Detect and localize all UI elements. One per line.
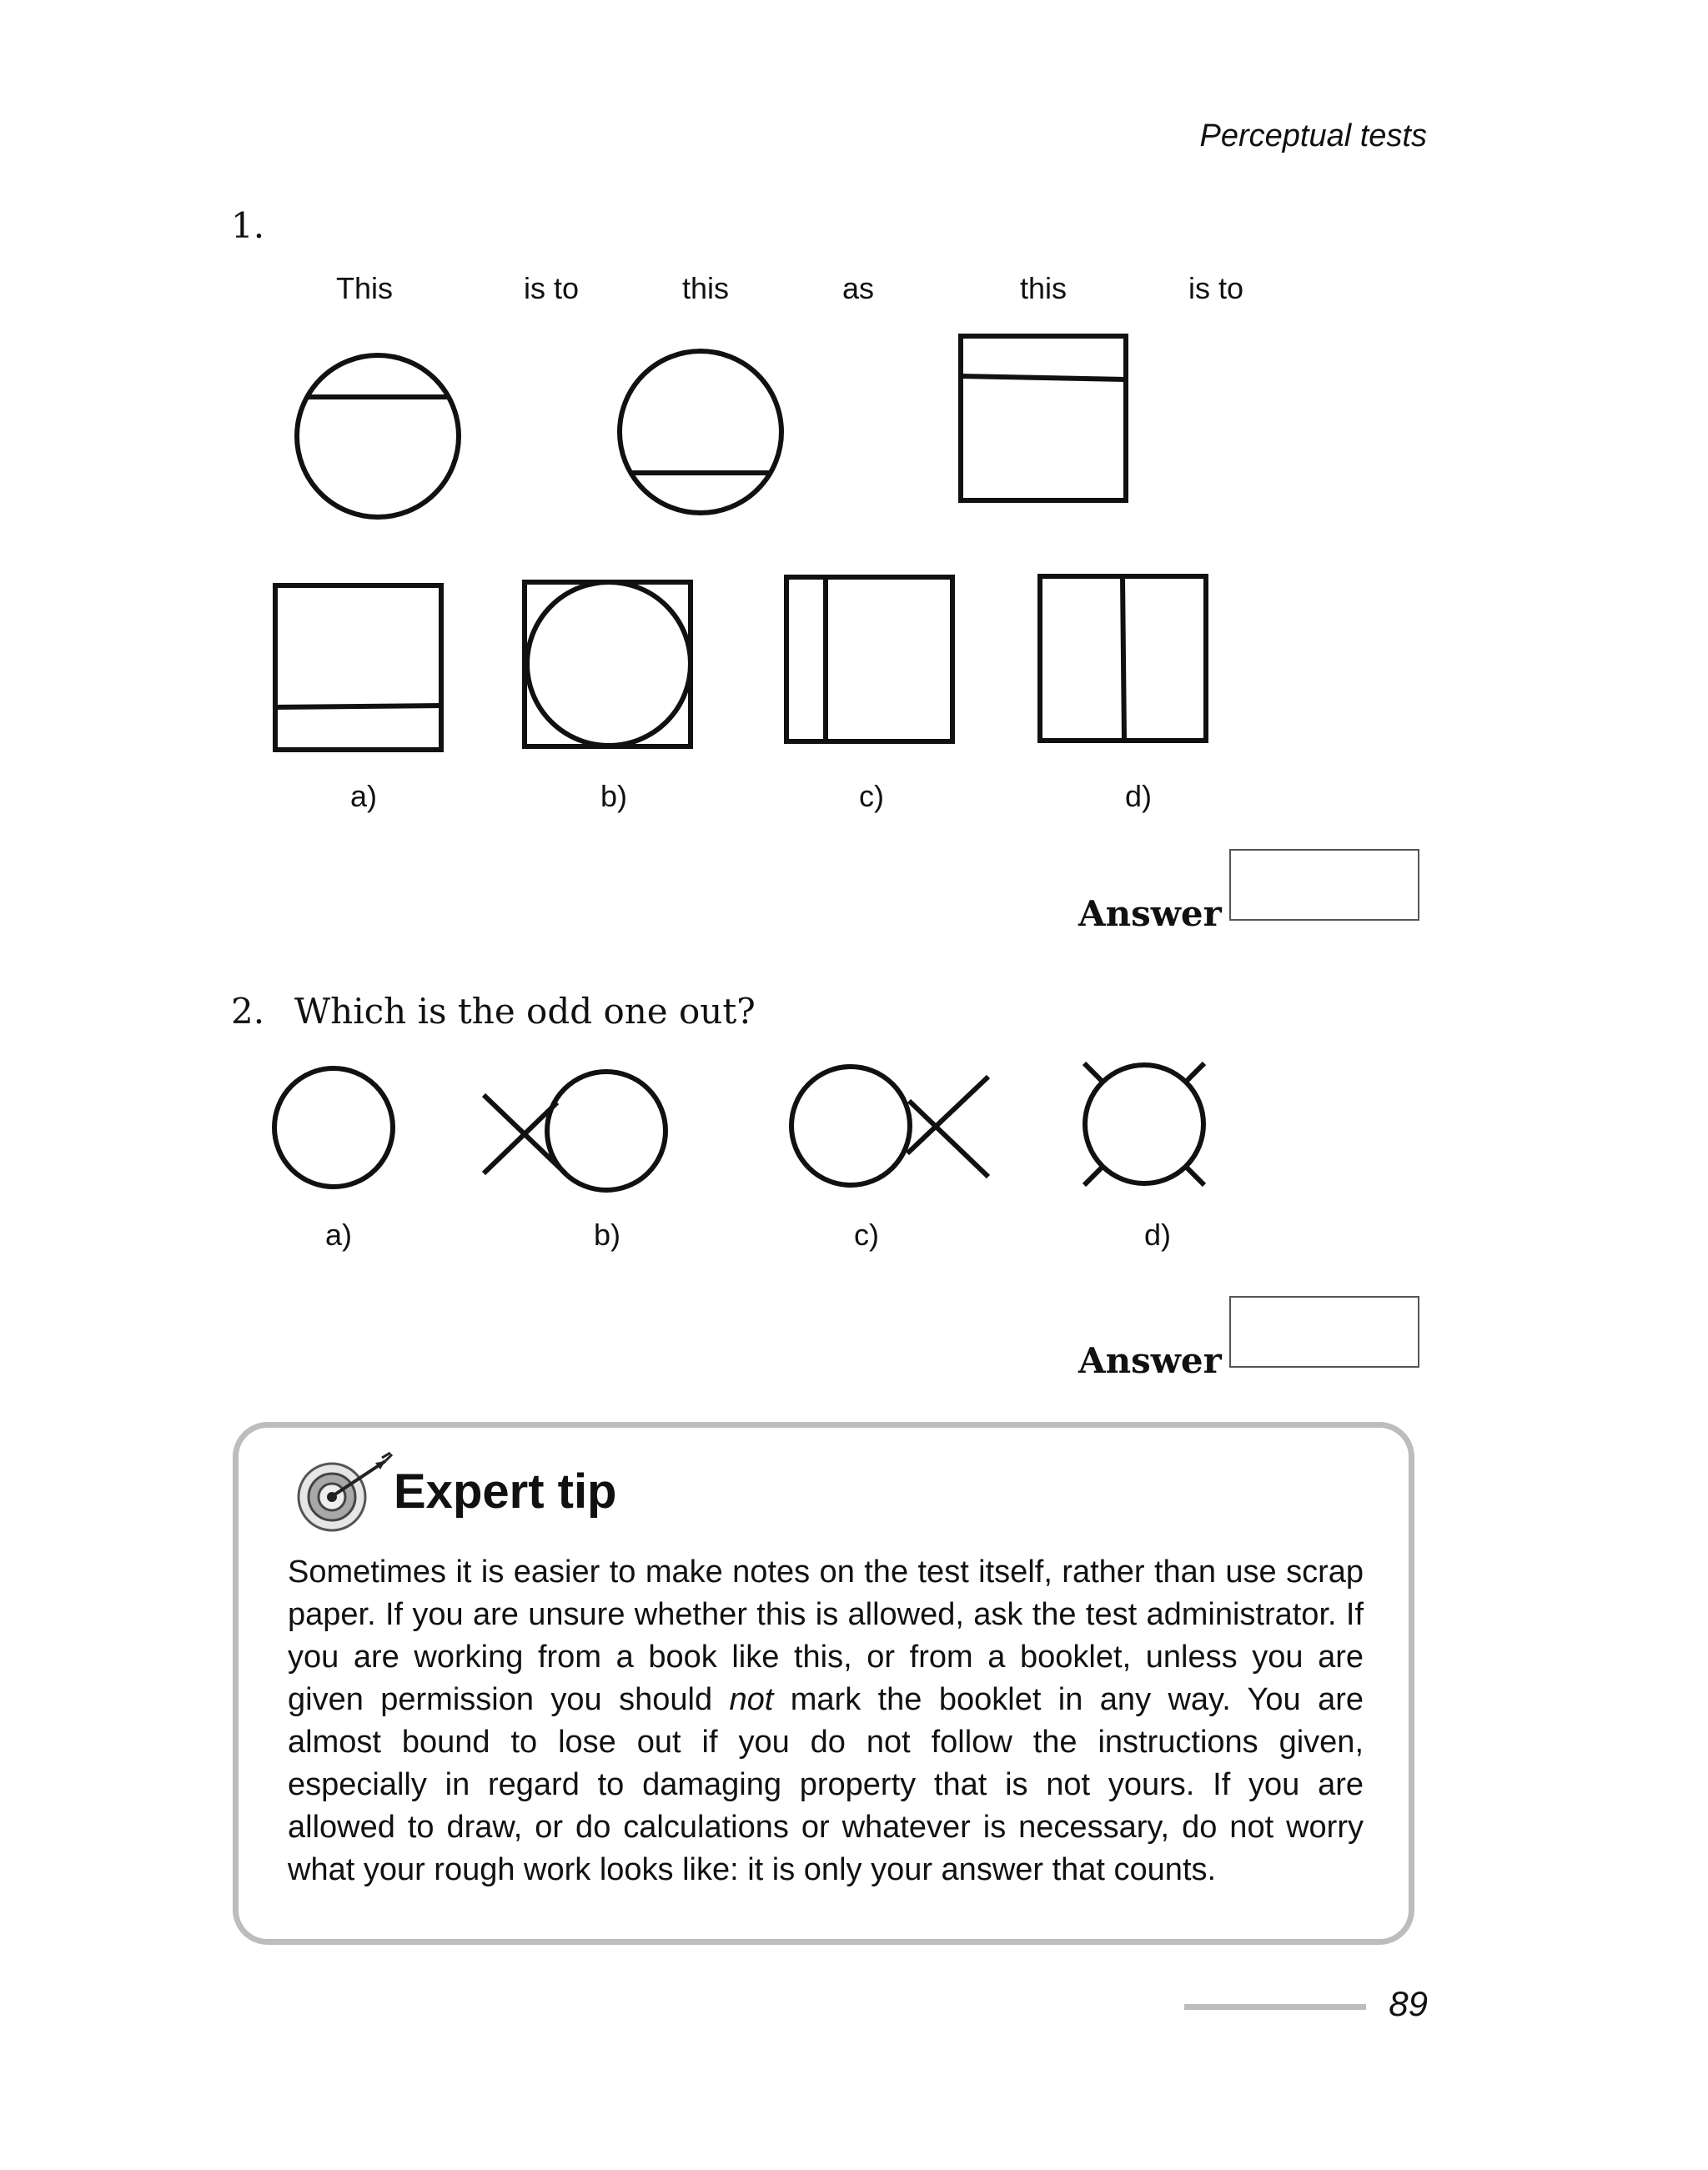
- page-number-rule: [1184, 2004, 1366, 2010]
- question-1-option-b-label: b): [600, 779, 628, 813]
- analogy-word-2: is to: [524, 271, 580, 305]
- analogy-word-6: is to: [1188, 271, 1244, 305]
- question-2-option-d-label: d): [1144, 1218, 1172, 1252]
- question-1-answer-label: Answer: [1078, 893, 1222, 934]
- tip-body-part-1: Sometimes it is easier to make notes on the test itself, rather than use scrap paper. If you are unsure whether this is allowed, ask the test administrator. If you are working from a book like this, or from a booklet, unless you are given permission you should: [288, 1555, 1364, 1717]
- q2-option-c-circle-cross-right: [791, 1067, 988, 1185]
- question-2-answer-label: Answer: [1078, 1340, 1222, 1381]
- question-2-option-b-label: b): [594, 1218, 621, 1252]
- question-1-option-a-label: a): [350, 779, 378, 813]
- question-1-option-c-label: c): [859, 779, 884, 813]
- analogy-word-3: this: [682, 271, 730, 305]
- page-number: 89: [1389, 1984, 1428, 2023]
- target-arrow-icon: [292, 1451, 400, 1543]
- question-2-option-c-label: c): [854, 1218, 879, 1252]
- tip-body-part-2: mark the booklet in any way. You are almost bound to lose out if you do not follow the instructions given, especially in regard to damaging property that is not yours. If you are allowed to draw, or do calculations or whatever is necessary, do not worry what your rough work looks like: it is only your answer that counts.: [288, 1682, 1364, 1887]
- analogy-word-1: This: [336, 271, 394, 305]
- tip-body-emphasis: not: [729, 1682, 774, 1717]
- question-2-option-a-label: a): [325, 1218, 353, 1252]
- question-1-number: 1.: [231, 205, 265, 246]
- analogy-word-4: as: [842, 271, 875, 305]
- expert-tip-body: [288, 1551, 1364, 1891]
- q2-option-d-circle-ticks: [1084, 1063, 1204, 1185]
- question-2-text: Which is the odd one out?: [294, 991, 756, 1032]
- question-1-option-d-label: d): [1125, 779, 1153, 813]
- question-2-number: 2.: [231, 991, 265, 1032]
- q2-option-b-circle-cross-left: [484, 1072, 666, 1190]
- question-2-answer-box[interactable]: [1229, 1296, 1419, 1368]
- expert-tip-title: Expert tip: [394, 1464, 617, 1519]
- running-head: Perceptual tests: [1199, 118, 1427, 153]
- analogy-word-5: this: [1020, 271, 1068, 305]
- q2-option-a-circle: [274, 1068, 393, 1187]
